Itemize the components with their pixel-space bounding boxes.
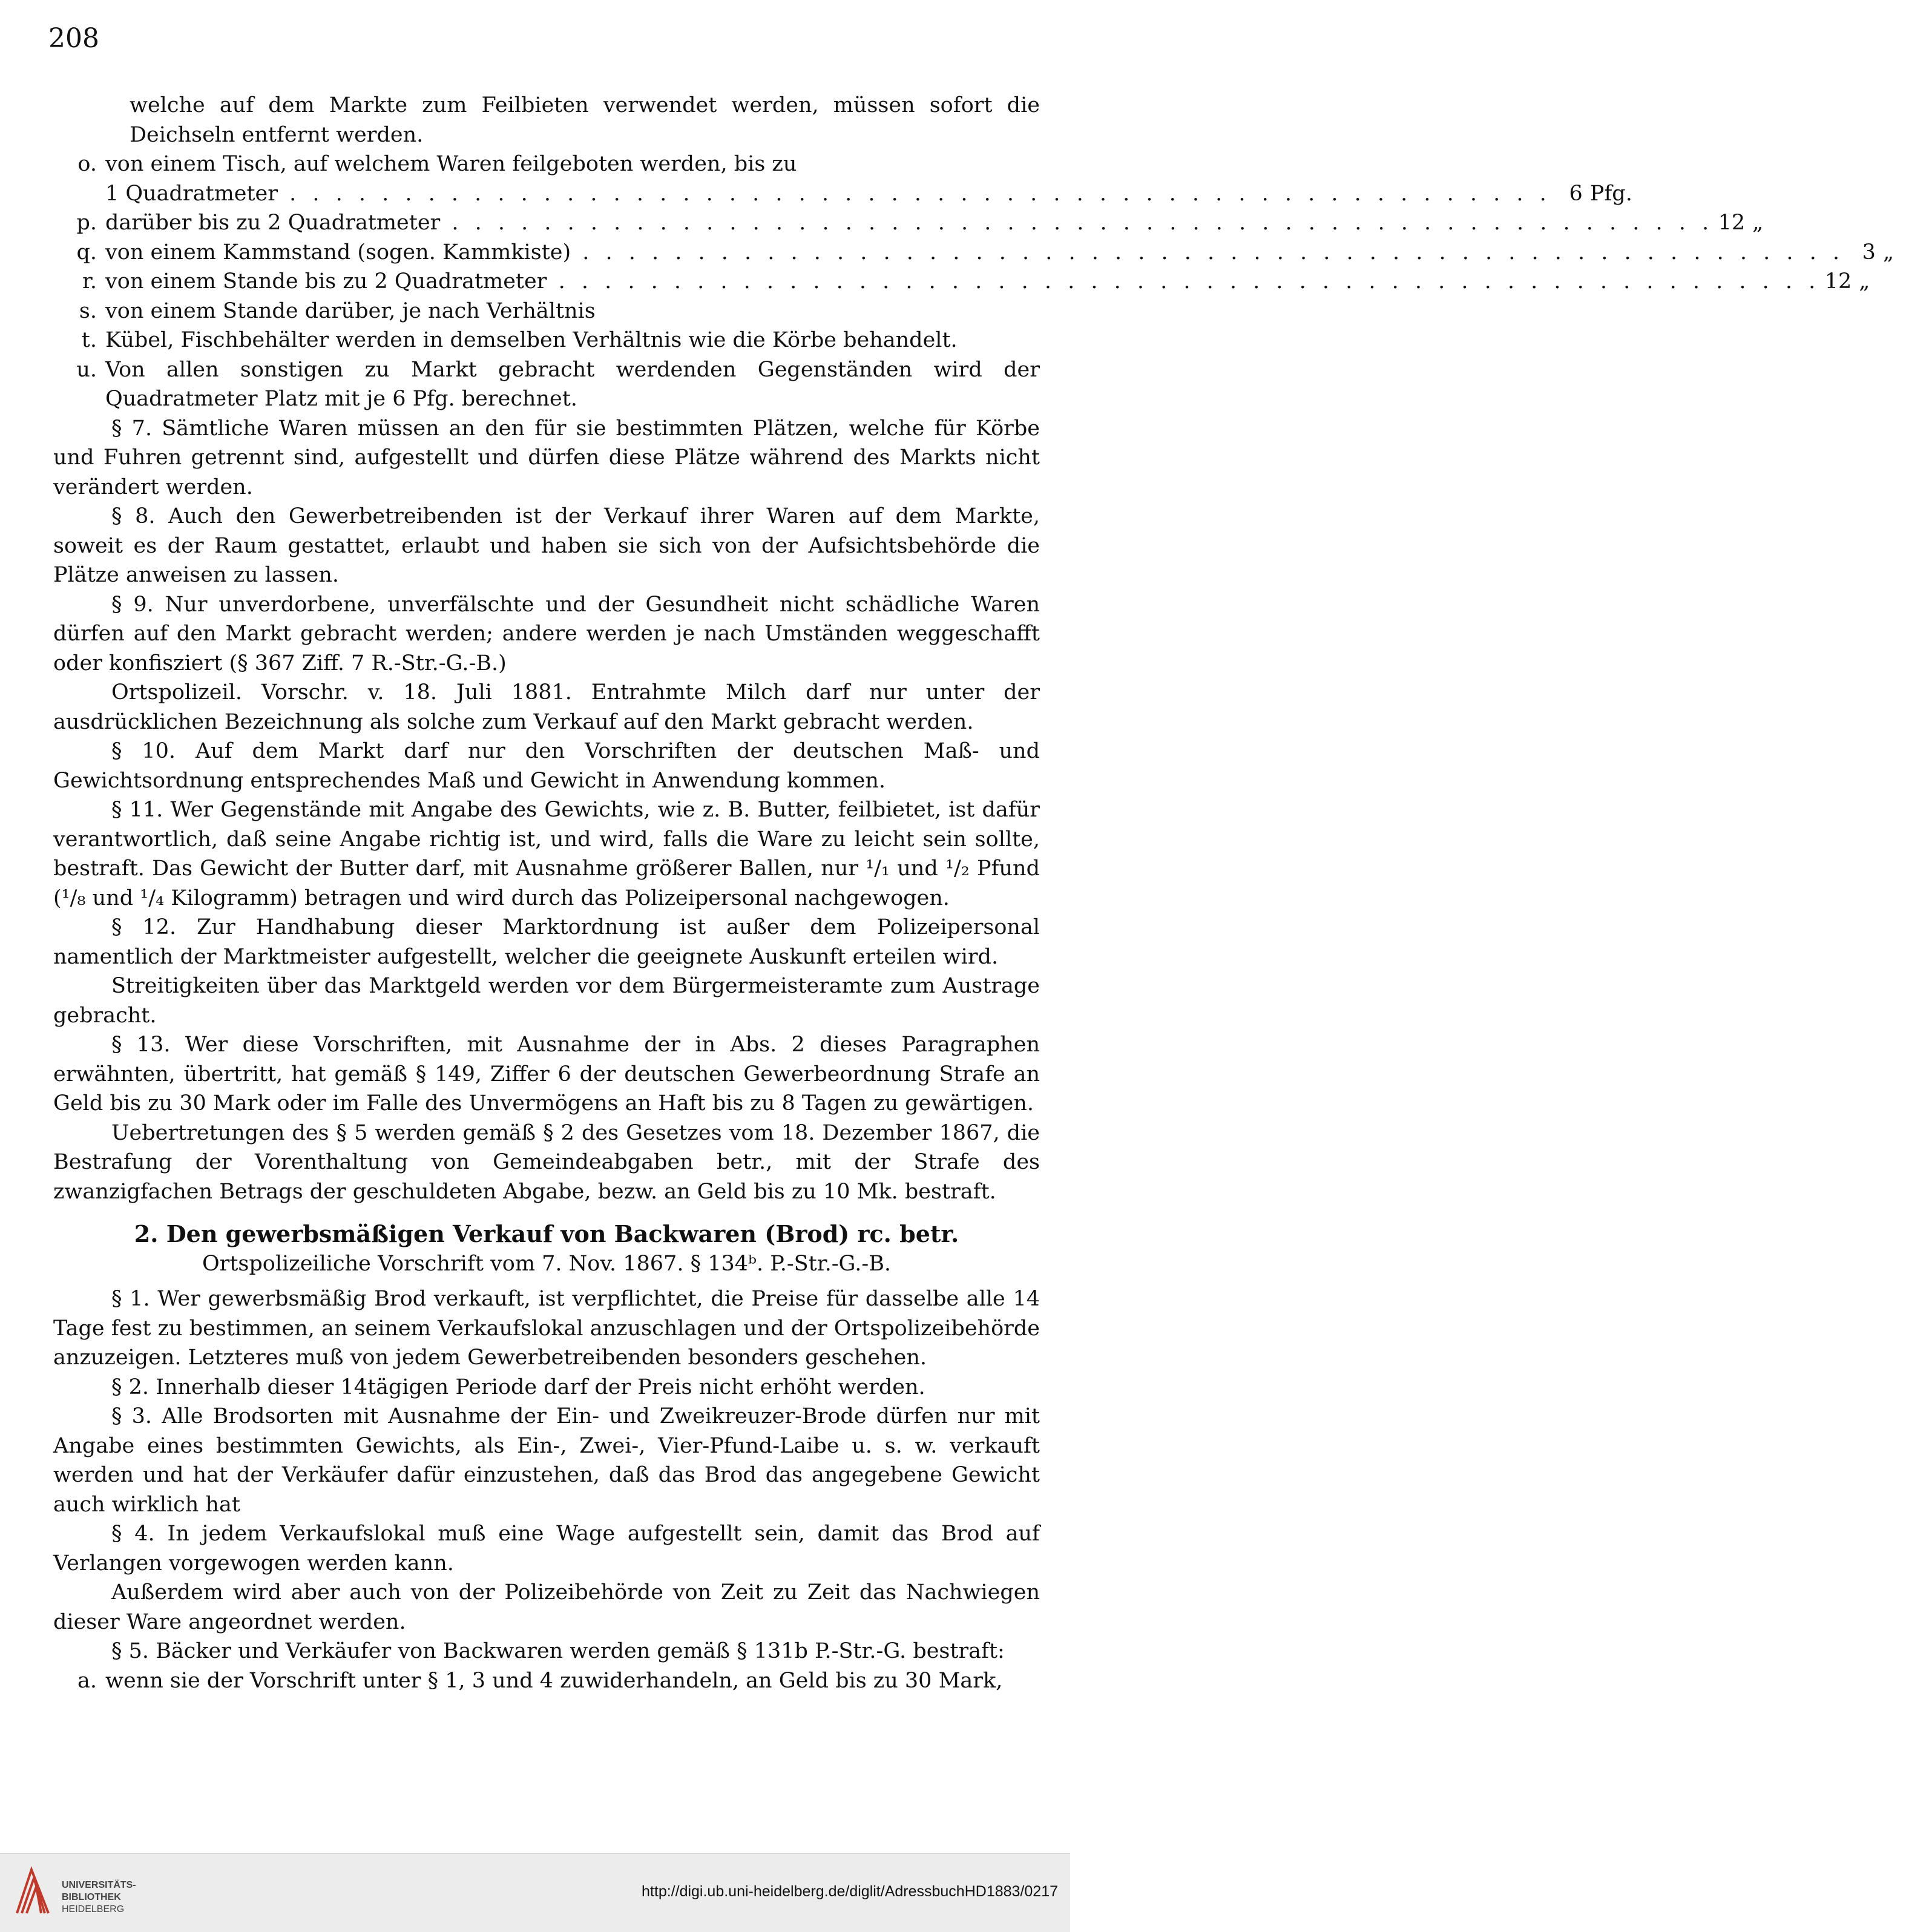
fee-amount: 12 <box>1718 211 1746 235</box>
list-item-s <box>53 297 1040 326</box>
fee-row <box>105 179 1636 209</box>
bread-paragraph-2: § 2. Innerhalb dieser 14tägigen Periode darf der Preis nicht erhöht werden. <box>111 1375 925 1399</box>
paragraph-7: § 7. Sämtliche Waren müssen an den für sie bestimmten Plätzen, welche für Körbe und Fuhren getrennt sind, aufgestellt und dürfen diese Plätze während des Markts nicht verändert werden. <box>53 416 1040 499</box>
item-text: wenn sie der Vorschrift unter § 1, 3 und 4 zuwiderhandeln, an Geld bis zu 30 Mark, <box>105 1668 1003 1693</box>
item-label: q. <box>76 240 97 264</box>
paragraph-10: § 10. Auf dem Markt darf nur den Vorschriften der deutschen Maß- und Gewichtsordnung entsprechendes Maß und Gewicht in Anwendung kommen. <box>53 739 1040 793</box>
item-label: o. <box>77 152 97 176</box>
paragraph-13-violations: Uebertretungen des § 5 werden gemäß § 2 des Gesetzes vom 18. Dezember 1867, die Bestrafung der Vorenthaltung von Gemeindeabgaben betr., mit der Strafe des zwanzigfachen Betrags der geschuldeten Abgabe, bezw. an Geld bis zu 10 Mk. bestraft. <box>53 1120 1040 1204</box>
list-item-a <box>53 1666 1040 1696</box>
list-item-u <box>53 355 1040 414</box>
paragraph-8: § 8. Auch den Gewerbetreibenden ist der Verkauf ihrer Waren auf dem Markte, soweit es der Raum gestattet, erlaubt und haben sie sich von der Aufsichtsbehörde die Plätze anweisen zu lassen. <box>53 504 1040 587</box>
fee-row <box>105 267 1905 297</box>
fee-description: 1 Quadratmeter . . . <box>105 179 1551 209</box>
section-heading: 2. Den gewerbsmäßigen Verkauf von Backwaren (Brod) rc. betr. <box>134 1220 959 1247</box>
paragraph-9: § 9. Nur unverdorbene, unverfälschte und der Gesundheit nicht schädliche Waren dürfen auf den Markt gebracht werden; andere werden je nach Umständen weggeschafft oder konfisziert (§ 367 Ziff. 7 R.-Str.-G.-B.) <box>53 592 1040 675</box>
fee-amount: 12 <box>1824 269 1852 294</box>
list-item-r <box>53 267 1870 297</box>
fee-unit: Pfg. <box>1589 181 1632 206</box>
fee-description: von einem Kammstand (sogen. Kammkiste) . . . <box>105 238 1844 268</box>
fee-unit: „ <box>1882 240 1894 264</box>
list-item-p <box>53 208 1764 238</box>
paragraph-12-disputes: Streitigkeiten über das Marktgeld werden vor dem Bürgermeisteramte zum Austrage gebracht. <box>53 974 1040 1028</box>
document-url-link[interactable]: http://digi.ub.uni-heidelberg.de/diglit/AdressbuchHD1883/0217 <box>642 1883 1058 1900</box>
viewer-footer <box>0 1853 1070 1932</box>
item-label: p. <box>76 211 97 235</box>
fee-amount: 6 <box>1569 181 1583 206</box>
item-label: r. <box>82 269 97 294</box>
bread-paragraph-5: § 5. Bäcker und Verkäufer von Backwaren werden gemäß § 131b P.-Str.-G. bestraft: <box>111 1639 1005 1663</box>
continuation-text: welche auf dem Markte zum Feilbieten verwendet werden, müssen sofort die Deichseln entfernt werden. <box>130 93 1040 147</box>
paragraph-11: § 11. Wer Gegenstände mit Angabe des Gewichts, wie z. B. Butter, feilbietet, ist dafür verantwortlich, daß seine Angabe richtig ist, und wird, falls die Ware zu leicht sein sollte, bestraft. Das Gewicht der Butter darf, mit Ausnahme größerer Ballen, nur ¹/₁ und ¹/₂ Pfund (¹/₈ und ¹/₄ Kilogramm) betragen und wird durch das Polizeipersonal nachgewogen. <box>53 798 1040 910</box>
fee-row <box>105 238 1929 268</box>
fee-amount: 3 <box>1862 240 1876 264</box>
page-text <box>53 91 1894 1695</box>
item-label: a. <box>77 1668 97 1693</box>
library-name: UNIVERSITÄTS- BIBLIOTHEK HEIDELBERG <box>62 1880 136 1914</box>
page-number: 208 <box>48 23 99 54</box>
paragraph-9-ordinance: Ortspolizeil. Vorschr. v. 18. Juli 1881. Entrahmte Milch darf nur unter der ausdrücklichen Bezeichnung als solche zum Verkauf auf den Markt gebracht werden. <box>53 680 1040 734</box>
item-label: s. <box>79 298 97 323</box>
item-label: t. <box>81 328 97 352</box>
bread-paragraph-3: § 3. Alle Brodsorten mit Ausnahme der Ein- und Zweikreuzer-Brode dürfen nur mit Angabe eines bestimmten Gewichts, als Ein-, Zwei-, Vier-Pfund-Laibe u. s. w. verkauft werden und hat der Verkäufer dafür einzustehen, daß das Brod das angegebene Gewicht auch wirklich hat <box>53 1404 1040 1517</box>
bread-paragraph-4: § 4. In jedem Verkaufslokal muß eine Wage aufgestellt sein, damit das Brod auf Verlangen vorgewogen werden kann. <box>53 1522 1040 1576</box>
fee-description: von einem Stande bis zu 2 Quadratmeter . . . <box>105 267 1820 297</box>
item-label: u. <box>76 357 97 382</box>
paragraph-13: § 13. Wer diese Vorschriften, mit Ausnahme der in Abs. 2 dieses Paragraphen erwähnten, übertritt, hat gemäß § 149, Ziffer 6 der deutschen Gewerbeordnung Strafe an Geld bis zu 30 Mark oder im Falle des Unvermögens an Haft bis zu 8 Tagen zu gewärtigen. <box>53 1033 1040 1116</box>
paragraph-12: § 12. Zur Handhabung dieser Marktordnung ist außer dem Polizeipersonal namentlich der Marktmeister aufgestellt, welcher die geeignete Auskunft erteilen wird. <box>53 915 1040 969</box>
university-library-heidelberg-logo-icon <box>13 1865 52 1917</box>
fee-row <box>105 208 1798 238</box>
fee-unit: „ <box>1859 269 1870 294</box>
bread-paragraph-1: § 1. Wer gewerbsmäßig Brod verkauft, ist verpflichtet, die Preise für dasselbe alle 14 Tage fest zu bestimmen, an seinem Verkaufslokal anzuschlagen und der Ortspolizeibehörde anzuzeigen. Letzteres muß von jedem Gewerbetreibenden besonders geschehen. <box>53 1287 1040 1370</box>
section-subheading: Ortspolizeiliche Vorschrift vom 7. Nov. 1867. § 134ᵇ. P.-Str.-G.-B. <box>202 1251 892 1276</box>
fee-unit: „ <box>1752 211 1764 235</box>
fee-description: darüber bis zu 2 Quadratmeter . . . <box>105 208 1714 238</box>
item-text: von einem Tisch, auf welchem Waren feilgeboten werden, bis zu <box>105 152 797 176</box>
item-text: von einem Stande darüber, je nach Verhältnis <box>105 298 596 323</box>
list-item-t <box>53 326 1040 355</box>
list-item-q <box>53 238 1894 268</box>
bread-paragraph-4-weighing: Außerdem wird aber auch von der Polizeibehörde von Zeit zu Zeit das Nachwiegen dieser Ware angeordnet werden. <box>53 1580 1040 1634</box>
item-text: Kübel, Fischbehälter werden in demselben Verhältnis wie die Körbe behandelt. <box>105 328 958 352</box>
list-item-o <box>53 150 1632 208</box>
item-text: Von allen sonstigen zu Markt gebracht werdenden Gegenständen wird der Quadratmeter Platz mit je 6 Pfg. berechnet. <box>105 357 1040 411</box>
